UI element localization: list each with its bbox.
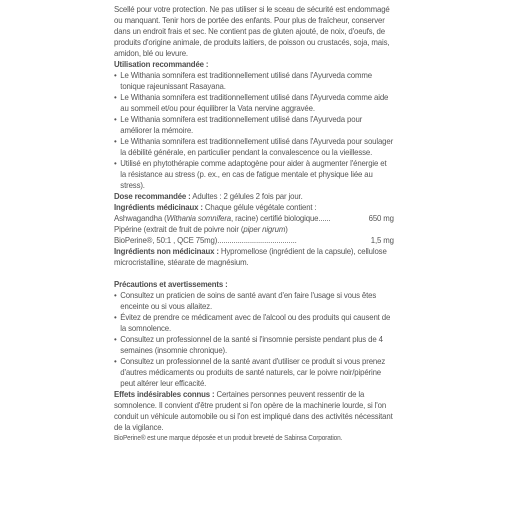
list-item: • Évitez de prendre ce médicament avec de l'alcool ou des produits qui causent de la somnolence.	[114, 312, 391, 333]
uses-heading: Utilisation recommandée :	[114, 59, 209, 69]
ingredient-piperine-detail: BioPerine®, 50:1 , QCE 75mg)....................................... 1,5 mg	[114, 235, 394, 245]
medicinal-text: Chaque gélule végétale contient :	[204, 202, 317, 212]
bullet-icon: •	[114, 92, 117, 102]
uses-list	[114, 70, 394, 191]
precautions-heading: Précautions et avertissements :	[114, 279, 228, 289]
nonmedicinal-text: Hypromellose (ingrédient de la capsule), cellulose microcristalline, stéarate de magnésium.	[114, 246, 387, 267]
bullet-icon: •	[114, 114, 117, 124]
ingredient-amount: 1,5 mg	[370, 235, 394, 245]
bullet-icon: •	[114, 290, 117, 300]
intro-paragraph: Scellé pour votre protection. Ne pas utiliser si le sceau de sécurité est endommagé ou manquant. Tenir hors de portée des enfants. Pour plus de fraîcheur, conserver dans un endroit frais et sec. Ne contient pas de gluten ajouté, de noix, d'oeufs, de produits d'origine animale, de produits laitiers, de poisson ou crustacés, soja, mais, amidon, blé ou levure.	[114, 4, 390, 58]
medicinal-heading: Ingrédients médicinaux :	[114, 202, 203, 212]
dose-line	[114, 191, 394, 202]
bullet-icon: •	[114, 158, 117, 168]
medicinal-line	[114, 202, 394, 213]
bullet-icon: •	[114, 312, 117, 322]
list-item: • Consultez un professionnel de la santé si l'insomnie persiste pendant plus de 4 semaines (insomnie chronique).	[114, 334, 383, 355]
list-item: • Consultez un praticien de soins de santé avant d'en faire l'usage si vous êtes enceinte ou si vous allaitez.	[114, 290, 377, 311]
bullet-icon: •	[114, 70, 117, 80]
ingredient-ashwagandha: Ashwagandha (Withania somnifera, racine) certifié biologique...... 650 mg	[114, 213, 394, 223]
bullet-icon: •	[114, 356, 117, 366]
nonmedicinal-heading: Ingrédients non médicinaux :	[114, 246, 219, 256]
trademark-note: BioPerine® est une marque déposée et un produit breveté de Sabinsa Corporation.	[114, 433, 343, 442]
product-label-text	[114, 4, 394, 443]
nonmedicinal-line	[114, 246, 394, 268]
dose-text: Adultes : 2 gélules 2 fois par jour.	[192, 191, 303, 201]
list-item: • Le Withania somnifera est traditionnellement utilisé dans l'Ayurveda comme tonique rajeunissant Rasayana.	[114, 70, 372, 91]
list-item: • Le Withania somnifera est traditionnellement utilisé dans l'Ayurveda pour soulager la débilité générale, en particulier pendant la convalescence ou la vieillesse.	[114, 136, 394, 157]
precautions-list	[114, 290, 394, 389]
side-effects-line	[114, 389, 394, 433]
list-item: • Consultez un professionnel de la santé avant d'utiliser ce produit si vous prenez d'autres médicaments ou produits de santé naturels, car le poivre noir/pipérine peut altérer leur efficacité.	[114, 356, 386, 388]
dose-heading: Dose recommandée :	[114, 191, 191, 201]
ingredient-piperine: Pipérine (extrait de fruit de poivre noir (piper nigrum)	[114, 224, 288, 234]
list-item: • Le Withania somnifera est traditionnellement utilisé dans l'Ayurveda comme aide au sommeil et/ou pour équilibrer la Vata nervine aggravée.	[114, 92, 389, 113]
side-effects-text: Certaines personnes peuvent ressentir de la somnolence. Il convient d'être prudent si l'on opère de la machinerie lourde, si l'on conduit un véhicule automobile ou si l'on est impliqué dans des activités nécessitant de la vigilance.	[114, 389, 393, 432]
ingredient-amount: 650 mg	[368, 213, 394, 223]
list-item: • Le Withania somnifera est traditionnellement utilisé dans l'Ayurveda pour améliorer la mémoire.	[114, 114, 363, 135]
bullet-icon: •	[114, 334, 117, 344]
bullet-icon: •	[114, 136, 117, 146]
side-effects-heading: Effets indésirables connus :	[114, 389, 215, 399]
list-item: • Utilisé en phytothérapie comme adaptogène pour aider à augmenter l'énergie et la résistance au stress (p. ex., en cas de fatigue mentale et physique liée au stress).	[114, 158, 387, 190]
